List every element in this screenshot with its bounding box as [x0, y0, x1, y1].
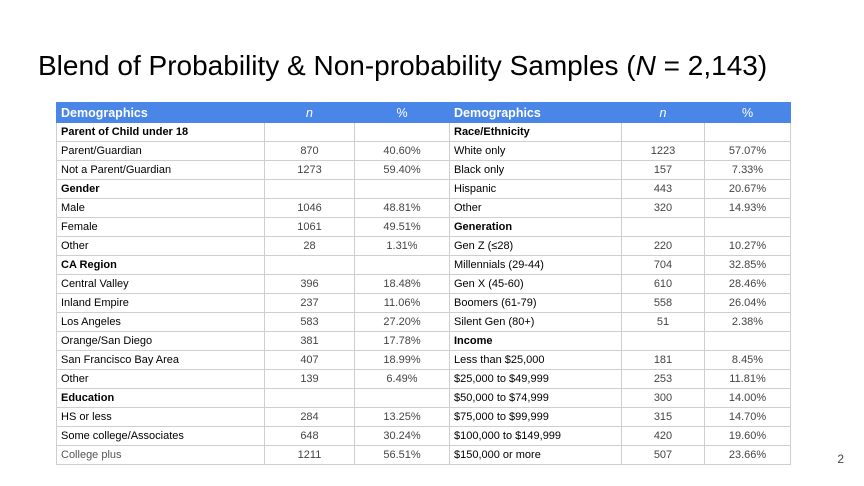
item-label-right: Boomers (61-79)	[450, 294, 622, 313]
table-row	[57, 446, 791, 465]
category-label-left: Education	[57, 389, 265, 408]
percent-cell-left: 17.78%	[355, 332, 450, 351]
percent-cell-left: 48.81%	[355, 199, 450, 218]
category-label-right: Generation	[450, 218, 622, 237]
percent-cell-right: 11.81%	[705, 370, 791, 389]
percent-cell-left: 11.06%	[355, 294, 450, 313]
count-cell-left: 381	[265, 332, 355, 351]
table-row	[57, 408, 791, 427]
table-row	[57, 275, 791, 294]
percent-cell-right: 7.33%	[705, 161, 791, 180]
percent-cell-left: 13.25%	[355, 408, 450, 427]
count-cell-left: 396	[265, 275, 355, 294]
percent-cell-left	[355, 256, 450, 275]
item-label-right: Black only	[450, 161, 622, 180]
count-cell-left	[265, 389, 355, 408]
category-label-right: Race/Ethnicity	[450, 123, 622, 142]
item-label-left: San Francisco Bay Area	[57, 351, 265, 370]
percent-cell-right	[705, 332, 791, 351]
page-number: 2	[837, 452, 844, 466]
count-cell-right: 181	[622, 351, 705, 370]
category-label-left: Gender	[57, 180, 265, 199]
count-cell-right: 558	[622, 294, 705, 313]
item-label-right: Silent Gen (80+)	[450, 313, 622, 332]
count-cell-right: 320	[622, 199, 705, 218]
header-pct-left: %	[355, 103, 450, 123]
item-label-right: White only	[450, 142, 622, 161]
item-label-right: Hispanic	[450, 180, 622, 199]
header-demographics-right: Demographics	[450, 103, 622, 123]
table-row	[57, 161, 791, 180]
item-label-right: Less than $25,000	[450, 351, 622, 370]
item-label-right: $100,000 to $149,999	[450, 427, 622, 446]
item-label-right: $75,000 to $99,999	[450, 408, 622, 427]
item-label-left: Los Angeles	[57, 313, 265, 332]
percent-cell-left: 49.51%	[355, 218, 450, 237]
count-cell-right: 704	[622, 256, 705, 275]
percent-cell-left: 18.99%	[355, 351, 450, 370]
count-cell-left: 870	[265, 142, 355, 161]
percent-cell-left: 56.51%	[355, 446, 450, 465]
item-label-right: $150,000 or more	[450, 446, 622, 465]
count-cell-left: 1046	[265, 199, 355, 218]
percent-cell-left: 1.31%	[355, 237, 450, 256]
count-cell-right: 507	[622, 446, 705, 465]
percent-cell-right: 32.85%	[705, 256, 791, 275]
count-cell-right: 610	[622, 275, 705, 294]
table-body	[57, 123, 791, 465]
percent-cell-right: 57.07%	[705, 142, 791, 161]
table-row	[57, 313, 791, 332]
percent-cell-right: 14.70%	[705, 408, 791, 427]
count-cell-right	[622, 332, 705, 351]
item-label-left: Male	[57, 199, 265, 218]
item-label-left: Other	[57, 370, 265, 389]
item-label-right: Gen X (45-60)	[450, 275, 622, 294]
percent-cell-right: 14.00%	[705, 389, 791, 408]
percent-cell-left	[355, 123, 450, 142]
item-label-left: Parent/Guardian	[57, 142, 265, 161]
category-label-left: Parent of Child under 18	[57, 123, 265, 142]
percent-cell-right	[705, 218, 791, 237]
count-cell-right: 420	[622, 427, 705, 446]
item-label-left: HS or less	[57, 408, 265, 427]
count-cell-left: 1211	[265, 446, 355, 465]
table-row	[57, 180, 791, 199]
percent-cell-left: 30.24%	[355, 427, 450, 446]
percent-cell-left: 6.49%	[355, 370, 450, 389]
table-row	[57, 123, 791, 142]
count-cell-right: 220	[622, 237, 705, 256]
table-row	[57, 142, 791, 161]
table-row	[57, 237, 791, 256]
item-label-left: College plus	[57, 446, 265, 465]
count-cell-right: 1223	[622, 142, 705, 161]
item-label-left: Female	[57, 218, 265, 237]
table-row	[57, 389, 791, 408]
table-header-row	[57, 103, 791, 123]
count-cell-right: 443	[622, 180, 705, 199]
table-row	[57, 370, 791, 389]
title-variable: N	[635, 50, 656, 81]
table-row	[57, 332, 791, 351]
table-row	[57, 294, 791, 313]
table-row	[57, 199, 791, 218]
title-prefix: Blend of Probability & Non-probability Samples (	[38, 50, 636, 81]
percent-cell-right: 14.93%	[705, 199, 791, 218]
percent-cell-right: 28.46%	[705, 275, 791, 294]
item-label-left: Orange/San Diego	[57, 332, 265, 351]
count-cell-left: 648	[265, 427, 355, 446]
percent-cell-right: 2.38%	[705, 313, 791, 332]
count-cell-right: 315	[622, 408, 705, 427]
percent-cell-left	[355, 180, 450, 199]
count-cell-left: 1061	[265, 218, 355, 237]
count-cell-left: 284	[265, 408, 355, 427]
header-n-left: n	[265, 103, 355, 123]
percent-cell-left: 27.20%	[355, 313, 450, 332]
percent-cell-right: 8.45%	[705, 351, 791, 370]
table-row	[57, 427, 791, 446]
percent-cell-right	[705, 123, 791, 142]
item-label-right: $25,000 to $49,999	[450, 370, 622, 389]
percent-cell-right: 19.60%	[705, 427, 791, 446]
count-cell-right: 253	[622, 370, 705, 389]
item-label-right: Other	[450, 199, 622, 218]
count-cell-right: 51	[622, 313, 705, 332]
item-label-right: $50,000 to $74,999	[450, 389, 622, 408]
header-pct-right: %	[705, 103, 791, 123]
item-label-left: Not a Parent/Guardian	[57, 161, 265, 180]
category-label-left: CA Region	[57, 256, 265, 275]
item-label-left: Other	[57, 237, 265, 256]
slide-title	[38, 48, 767, 84]
item-label-left: Central Valley	[57, 275, 265, 294]
count-cell-left: 139	[265, 370, 355, 389]
table-row	[57, 218, 791, 237]
demographics-table	[56, 102, 791, 465]
header-demographics-left: Demographics	[57, 103, 265, 123]
count-cell-left: 583	[265, 313, 355, 332]
count-cell-left: 1273	[265, 161, 355, 180]
count-cell-left	[265, 180, 355, 199]
count-cell-left	[265, 256, 355, 275]
percent-cell-left: 18.48%	[355, 275, 450, 294]
percent-cell-left	[355, 389, 450, 408]
item-label-right: Gen Z (≤28)	[450, 237, 622, 256]
count-cell-right	[622, 123, 705, 142]
count-cell-left: 237	[265, 294, 355, 313]
title-suffix: = 2,143)	[655, 50, 768, 81]
count-cell-left: 407	[265, 351, 355, 370]
category-label-right: Income	[450, 332, 622, 351]
percent-cell-right: 20.67%	[705, 180, 791, 199]
percent-cell-left: 40.60%	[355, 142, 450, 161]
item-label-left: Inland Empire	[57, 294, 265, 313]
header-n-right: n	[622, 103, 705, 123]
count-cell-left	[265, 123, 355, 142]
percent-cell-right: 10.27%	[705, 237, 791, 256]
table-row	[57, 351, 791, 370]
percent-cell-right: 23.66%	[705, 446, 791, 465]
percent-cell-right: 26.04%	[705, 294, 791, 313]
percent-cell-left: 59.40%	[355, 161, 450, 180]
count-cell-right	[622, 218, 705, 237]
item-label-left: Some college/Associates	[57, 427, 265, 446]
count-cell-right: 157	[622, 161, 705, 180]
count-cell-left: 28	[265, 237, 355, 256]
item-label-right: Millennials (29-44)	[450, 256, 622, 275]
table-row	[57, 256, 791, 275]
count-cell-right: 300	[622, 389, 705, 408]
